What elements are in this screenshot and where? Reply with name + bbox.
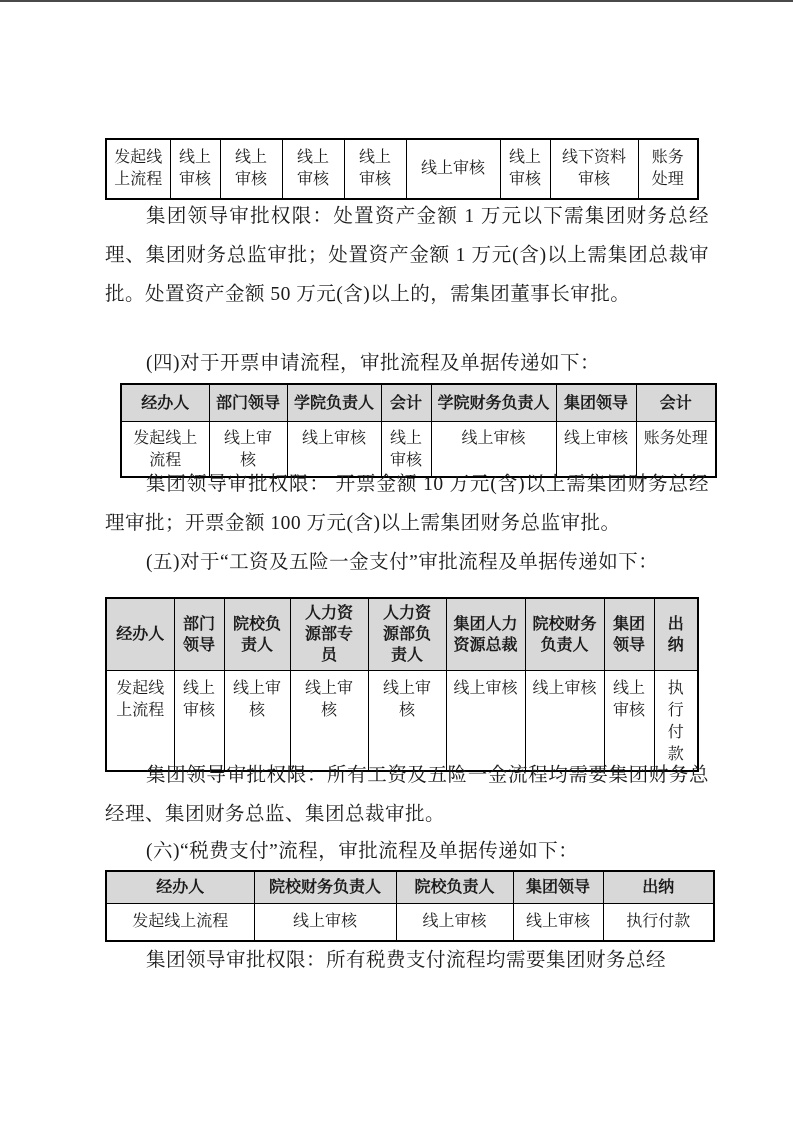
body-cell: 执行付款 <box>654 671 698 772</box>
header-cell: 部门领导 <box>174 598 224 671</box>
table-invoice-approval-flow <box>120 383 717 478</box>
table-asset-disposal-flow-continued <box>105 138 699 200</box>
body-cell: 线上审核 <box>525 671 604 772</box>
header-cell: 会计 <box>636 384 716 422</box>
header-cell: 出纳 <box>603 871 714 904</box>
body-cell: 线上审核 <box>500 139 550 199</box>
body-cell: 账务处理 <box>636 422 716 478</box>
body-cell: 线上审核 <box>282 139 344 199</box>
table-row <box>106 139 698 199</box>
paragraph-asset-disposal-authority: 集团领导审批权限：处置资产金额 1 万元以下需集团财务总经理、集团财务总监审批；处置资产金额 1 万元(含)以上需集团总裁审批。处置资产金额 50 万元(含)以上的，需集团董事长审批。 <box>105 206 709 305</box>
body-cell: 执行付款 <box>603 904 714 942</box>
body-cell: 线上审核 <box>556 422 636 478</box>
header-cell: 部门领导 <box>209 384 287 422</box>
header-cell: 学院财务负责人 <box>431 384 556 422</box>
body-cell: 线上审核 <box>344 139 406 199</box>
paragraph-invoice-authority: 集团领导审批权限： 开票金额 10 万元(含)以上需集团财务总经理审批；开票金额 100 万元(含)以上需集团财务总监审批。 <box>105 474 709 534</box>
table-header-row <box>106 871 714 904</box>
body-cell: 发起线上流程 <box>106 671 174 772</box>
header-cell: 人力资源部负责人 <box>368 598 446 671</box>
header-cell: 人力资源部专员 <box>290 598 368 671</box>
section-heading-salary-insurance-payment: (五)对于“工资及五险一金支付”审批流程及单据传递如下： <box>146 552 659 573</box>
body-cell: 线上审核 <box>290 671 368 772</box>
body-cell: 发起线上流程 <box>106 904 254 942</box>
header-cell: 院校负责人 <box>224 598 290 671</box>
body-cell: 线上审核 <box>431 422 556 478</box>
body-cell: 线上审核 <box>396 904 513 942</box>
header-cell: 经办人 <box>121 384 209 422</box>
body-cell: 线上审核 <box>406 139 500 199</box>
header-cell: 集团人力资源总裁 <box>446 598 525 671</box>
paragraph-salary-authority: 集团领导审批权限：所有工资及五险一金流程均需要集团财务总经理、集团财务总监、集团总裁审批。 <box>105 765 709 825</box>
body-cell: 线上审核 <box>174 671 224 772</box>
body-cell: 线上审核 <box>604 671 654 772</box>
body-cell: 线上审核 <box>513 904 603 942</box>
section-heading-tax-payment: (六)“税费支付”流程，审批流程及单据传递如下： <box>146 841 579 862</box>
table-tax-payment-approval-flow <box>105 870 715 942</box>
body-cell: 线上审核 <box>209 422 287 478</box>
body-cell: 线上审核 <box>170 139 220 199</box>
header-cell: 集团领导 <box>604 598 654 671</box>
table-header-row <box>106 598 698 671</box>
body-cell: 线上审核 <box>254 904 396 942</box>
table-header-row <box>121 384 716 422</box>
section-heading-invoice-request: (四)对于开票申请流程，审批流程及单据传递如下： <box>146 353 600 374</box>
header-cell: 经办人 <box>106 598 174 671</box>
body-cell: 发起线上流程 <box>106 139 170 199</box>
header-cell: 会计 <box>381 384 431 422</box>
header-cell: 院校财务负责人 <box>254 871 396 904</box>
header-cell: 院校财务负责人 <box>525 598 604 671</box>
paragraph-tax-authority: 集团领导审批权限：所有税费支付流程均需要集团财务总经 <box>146 950 667 971</box>
body-cell: 线上审核 <box>220 139 282 199</box>
table-row <box>106 904 714 942</box>
header-cell: 出纳 <box>654 598 698 671</box>
page-top-edge-line <box>0 0 793 2</box>
body-cell: 线上审核 <box>381 422 431 478</box>
table-salary-payment-approval-flow <box>105 597 699 772</box>
header-cell: 集团领导 <box>556 384 636 422</box>
header-cell: 院校负责人 <box>396 871 513 904</box>
body-cell: 发起线上流程 <box>121 422 209 478</box>
body-cell: 账务处理 <box>638 139 698 199</box>
body-cell: 线上审核 <box>446 671 525 772</box>
body-cell: 线上审核 <box>368 671 446 772</box>
header-cell: 学院负责人 <box>287 384 381 422</box>
body-cell: 线上审核 <box>224 671 290 772</box>
body-cell: 线下资料审核 <box>550 139 638 199</box>
body-cell: 线上审核 <box>287 422 381 478</box>
header-cell: 集团领导 <box>513 871 603 904</box>
header-cell: 经办人 <box>106 871 254 904</box>
